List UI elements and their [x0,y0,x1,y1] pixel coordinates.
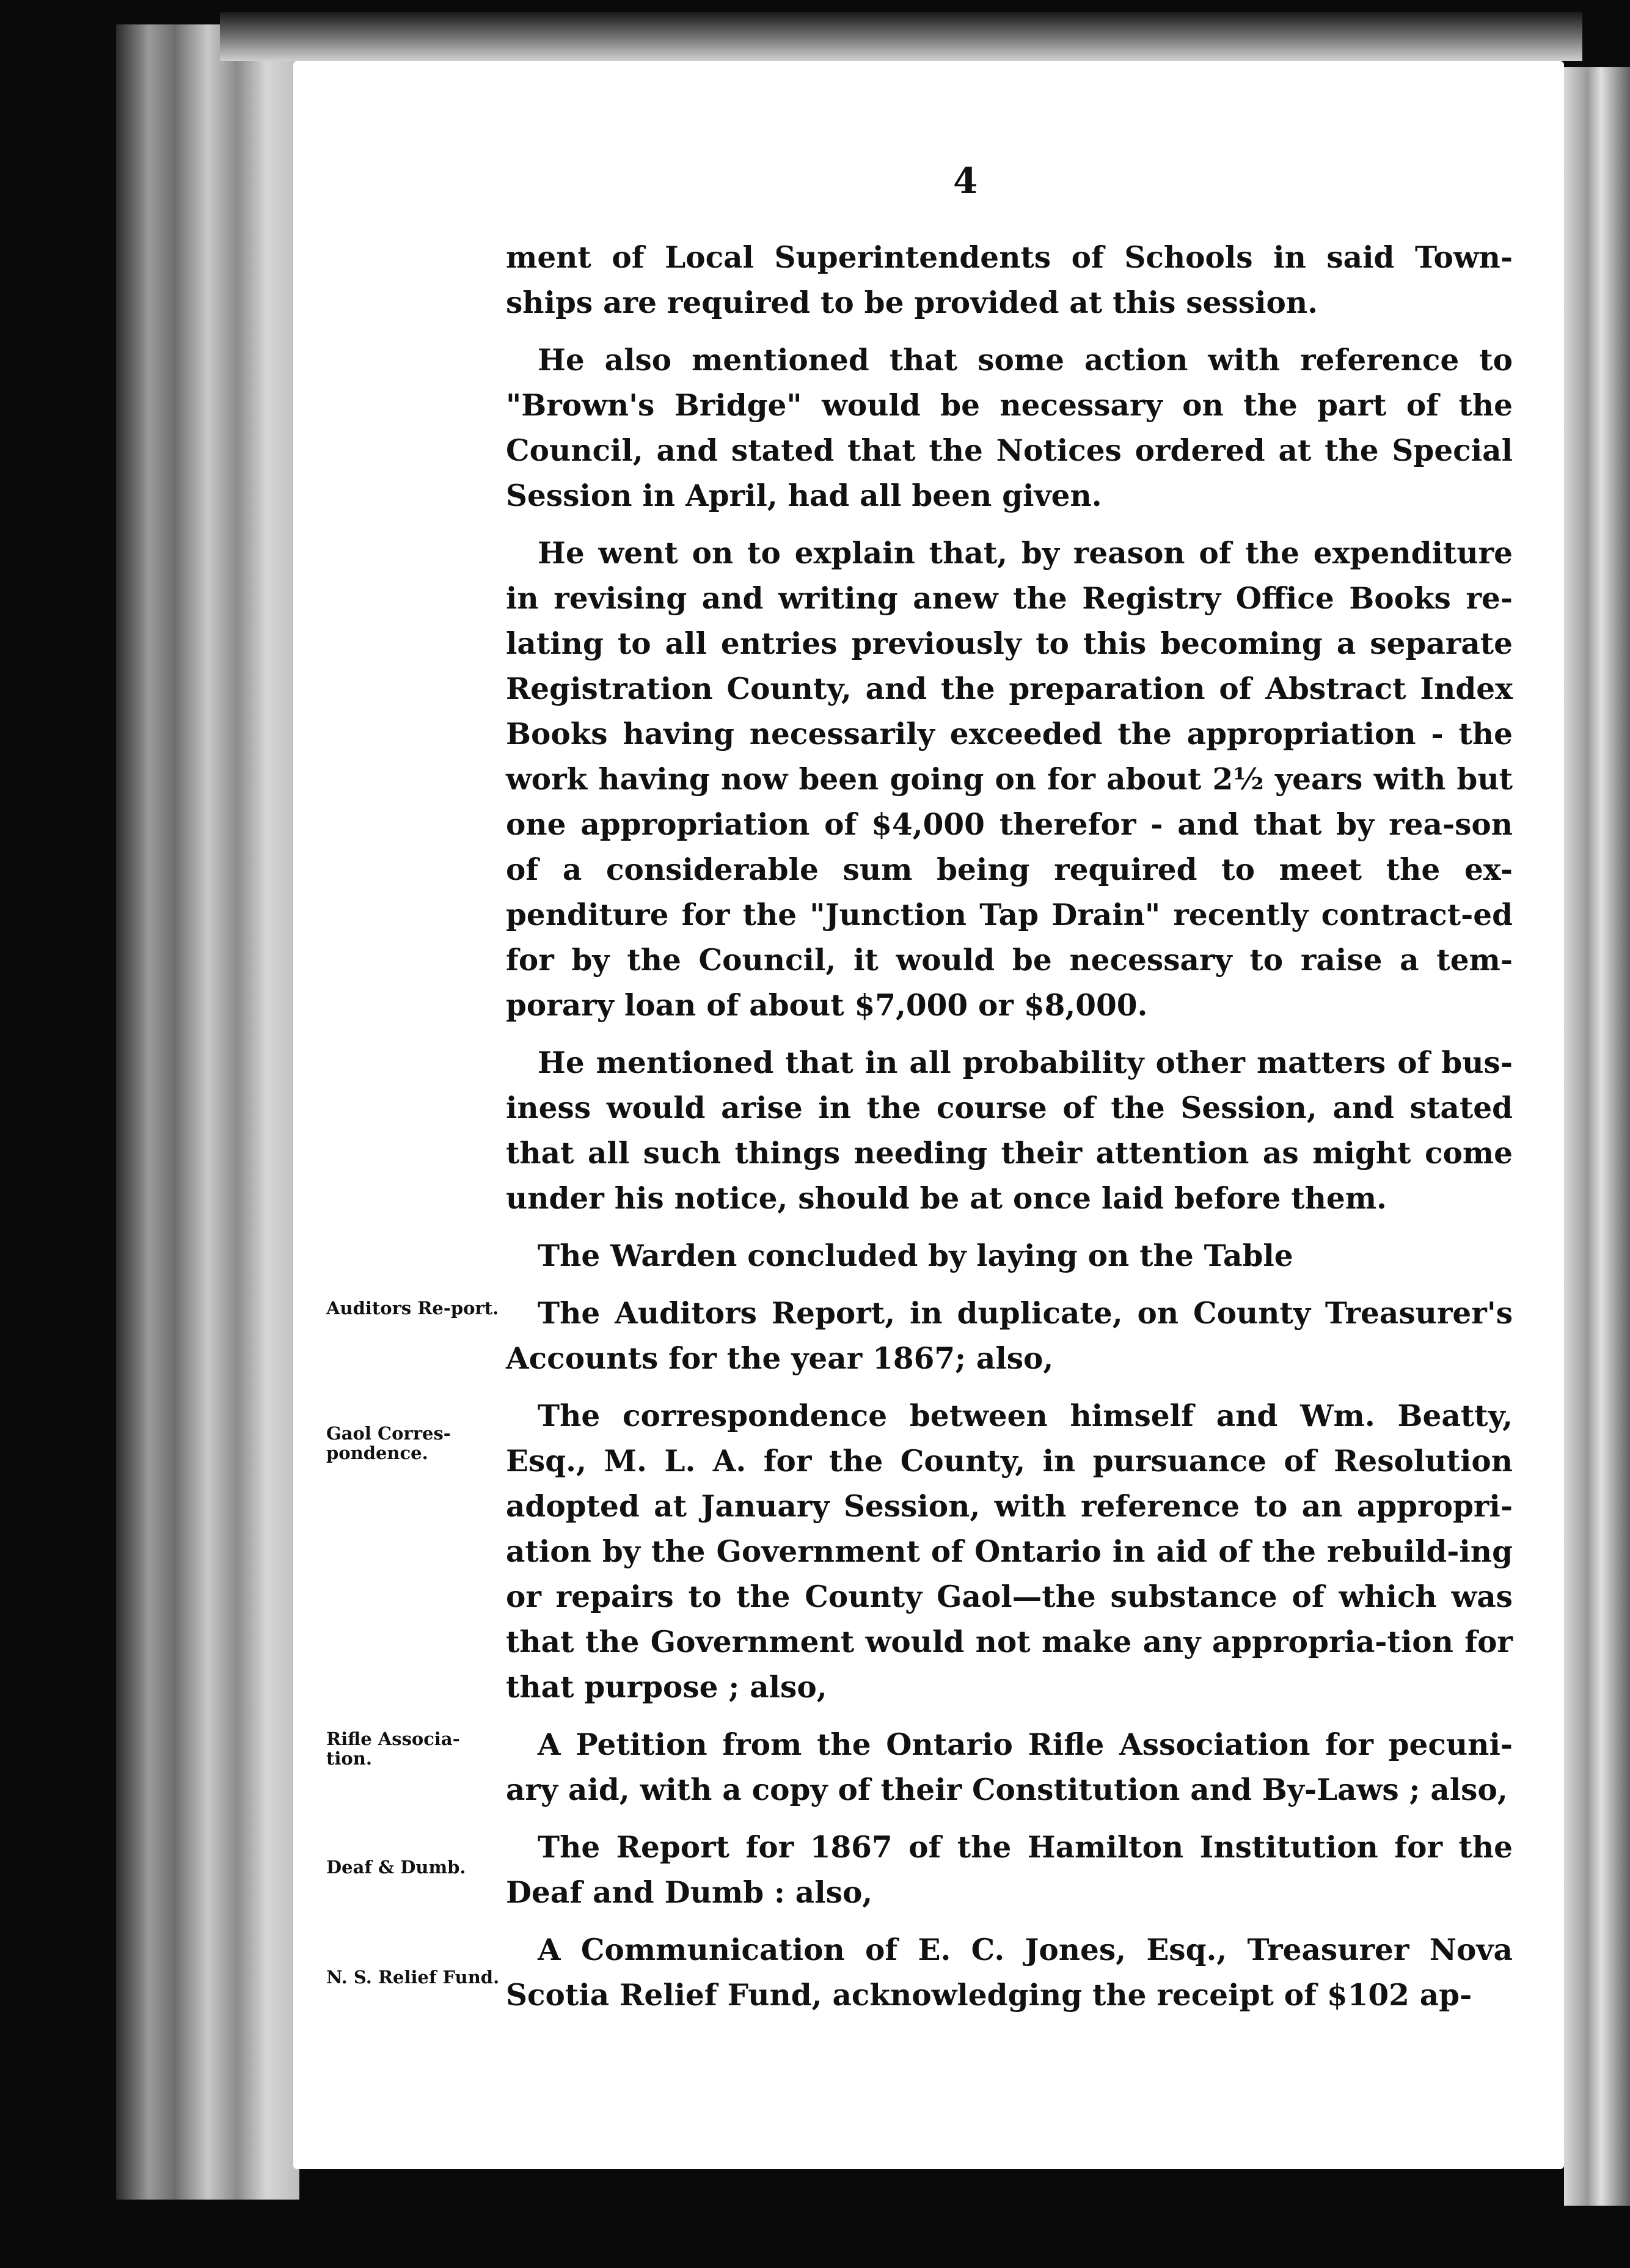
margin-note-auditors-report: Auditors Re-port. [326,1298,499,1319]
margin-note-ns-relief-fund: N. S. Relief Fund. [326,1967,500,1988]
paragraph-other-business: He mentioned that in all probability other matters of bus-iness would arise in the course of the Session, and stated that all such things needing their attention as might come under his notice, should be at once laid before them. [506,1045,1513,1216]
page-top-edge [220,12,1582,61]
margin-note-deaf-and-dumb: Deaf & Dumb. [326,1857,466,1878]
paragraph-rifle-association: A Petition from the Ontario Rifle Association for pecuni-ary aid, with a copy of their Constitution and By-Laws ; also, [506,1727,1513,1807]
margin-note-gaol-correspondence: Gaol Corres-pondence. [326,1423,451,1463]
paragraph-gaol-correspondence: The correspondence between himself and Wm. Beatty, Esq., M. L. A. for the County, in pursuance of Resolution adopted at January Session, with reference to an appropri-ation by the Government of Ontario in aid of the rebuild-ing or repairs to the County Gaol—the substance of which was that the Government would not make any appropria-tion for that purpose ; also, [506,1399,1513,1705]
book-binding [116,24,299,2200]
paragraph-superintendents: ment of Local Superintendents of Schools in said Town-ships are required to be provided at this session. [506,240,1513,320]
paragraph-relief-fund: A Communication of E. C. Jones, Esq., Treasurer Nova Scotia Relief Fund, acknowledging the receipt of $102 ap- [506,1933,1513,2013]
margin-note-rifle-association: Rifle Associa-tion. [326,1728,460,1769]
paragraph-expenditure: He went on to explain that, by reason of the expenditure in revising and writing anew the Registry Office Books re-lating to all entries previously to this becoming a separate Registration County, and the preparation of Abstract Index Books having necessarily exceeded the appropriation - the work having now been going on for about 2½ years with but one appropriation of $4,000 therefor - and that by rea-son of a considerable sum being required to meet the ex-penditure for the "Junction Tap Drain" recently contract-ed for by the Council, it would be necessary to raise a tem-porary loan of about $7,000 or $8,000. [506,536,1513,1023]
page-number: 4 [953,160,978,202]
body-text [506,235,1513,2030]
paragraph-browns-bridge: He also mentioned that some action with reference to "Brown's Bridge" would be necessary on the part of the Council, and stated that the Notices ordered at the Special Session in April, had all been given. [506,343,1513,513]
paragraph-warden-table: The Warden concluded by laying on the Table [538,1238,1293,1273]
paragraph-auditors-report: The Auditors Report, in duplicate, on County Treasurer's Accounts for the year 1867; also, [506,1296,1513,1376]
page-right-edge [1564,67,1630,2206]
paragraph-deaf-and-dumb: The Report for 1867 of the Hamilton Institution for the Deaf and Dumb : also, [506,1830,1513,1910]
